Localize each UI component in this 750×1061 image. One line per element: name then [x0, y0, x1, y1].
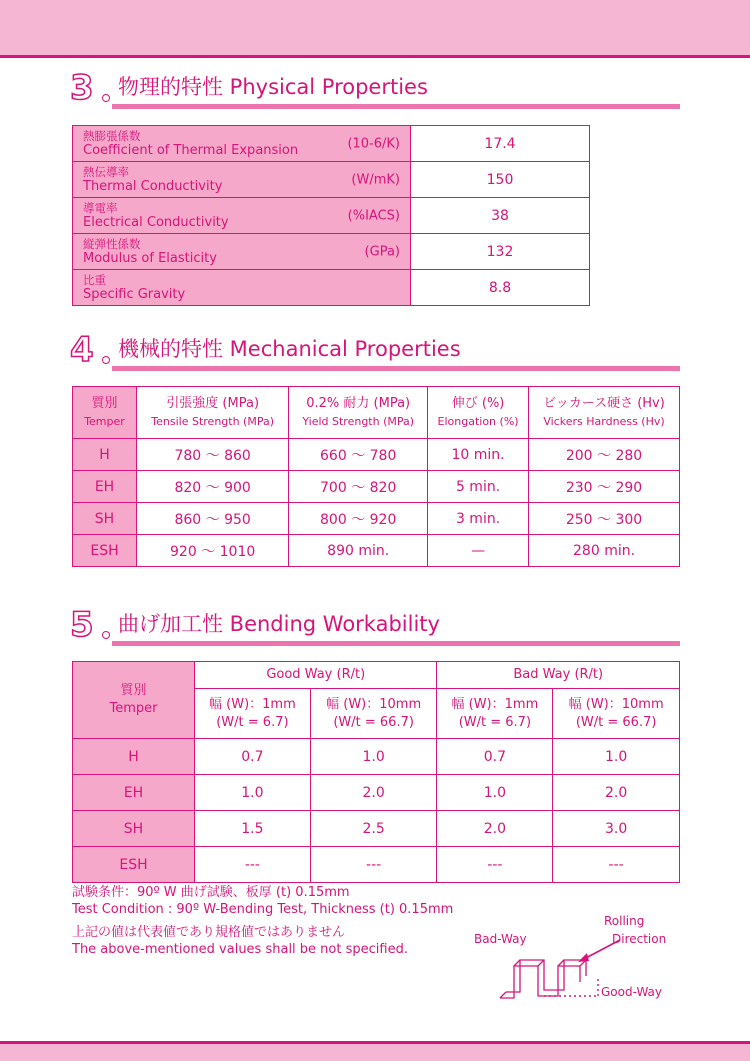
yield-cell: 700 ～ 820	[289, 471, 428, 503]
width-label: 幅 (W)：1mm	[209, 696, 296, 712]
section-dot	[102, 356, 110, 364]
property-name-jp: 熱膨張係数	[83, 128, 141, 143]
table-row	[73, 126, 590, 162]
tensile-cell: 780 ～ 860	[137, 439, 289, 471]
temper-cell: EH	[73, 471, 137, 503]
table-row	[73, 439, 680, 471]
g1-cell: 0.7	[195, 739, 311, 775]
column-header-jp: 0.2% 耐力 (MPa)	[306, 395, 411, 411]
physical-section-header	[70, 68, 680, 108]
top-band	[0, 0, 750, 58]
property-unit: (10-6/K)	[347, 136, 400, 151]
property-unit: (GPa)	[364, 244, 400, 259]
good-way-header: Good Way (R/t)	[195, 662, 437, 689]
table-row	[73, 775, 680, 811]
bottom-band	[0, 1041, 750, 1061]
property-name-jp: 比重	[83, 272, 106, 287]
bad-way-1mm-header	[437, 689, 553, 739]
tensile-cell: 820 ～ 900	[137, 471, 289, 503]
elong-cell: 3 min.	[428, 503, 529, 535]
column-header-jp: 質別	[91, 395, 118, 411]
column-header	[428, 387, 529, 439]
elong-cell: 10 min.	[428, 439, 529, 471]
hardness-cell: 230 ～ 290	[529, 471, 680, 503]
g10-cell: ---	[310, 847, 437, 883]
b10-cell: 1.0	[553, 739, 680, 775]
section-rule	[112, 104, 680, 109]
table-row	[73, 503, 680, 535]
good-way-10mm-header	[310, 689, 437, 739]
column-header-en: Yield Strength (MPa)	[302, 414, 415, 428]
property-label-cell	[73, 198, 411, 234]
ratio-label: (W/t = 66.7)	[333, 714, 414, 730]
temper-cell: H	[73, 439, 137, 471]
column-header-jp: ビッカース硬さ (Hv)	[543, 395, 665, 411]
temper-cell: SH	[73, 503, 137, 535]
yield-cell: 800 ～ 920	[289, 503, 428, 535]
physical-properties-table	[72, 125, 590, 306]
property-unit: (W/mK)	[351, 172, 400, 187]
rolling-label: Rolling	[604, 914, 645, 928]
elong-cell: 5 min.	[428, 471, 529, 503]
bending-workability-table	[72, 661, 680, 883]
direction-label: Direction	[612, 932, 667, 946]
bad-way-10mm-header	[553, 689, 680, 739]
bad-way-header: Bad Way (R/t)	[437, 662, 680, 689]
g1-cell: 1.5	[195, 811, 311, 847]
g10-cell: 2.5	[310, 811, 437, 847]
ratio-label: (W/t = 6.7)	[216, 714, 289, 730]
temper-header-en: Temper	[109, 701, 158, 716]
hardness-cell: 200 ～ 280	[529, 439, 680, 471]
column-header	[289, 387, 428, 439]
table-row	[73, 739, 680, 775]
section-dot	[102, 631, 110, 639]
section-rule	[112, 366, 680, 371]
b1-cell: 2.0	[437, 811, 553, 847]
property-unit: (%IACS)	[347, 208, 400, 223]
property-value: 8.8	[411, 270, 590, 306]
section-number: 5	[70, 605, 94, 645]
table-row	[73, 198, 590, 234]
property-label-cell	[73, 234, 411, 270]
bad-way-label: Bad-Way	[474, 932, 527, 946]
property-name-jp: 導電率	[83, 200, 118, 215]
column-header-en: Vickers Hardness (Hv)	[543, 414, 665, 428]
width-label: 幅 (W)：1mm	[451, 696, 539, 712]
property-name-en: Thermal Conductivity	[83, 178, 223, 194]
temper-header	[73, 662, 195, 739]
section-dot	[102, 94, 110, 102]
bending-direction-diagram	[470, 912, 690, 1007]
temper-cell: H	[73, 739, 195, 775]
b10-cell: ---	[553, 847, 680, 883]
column-header-en: Elongation (%)	[437, 414, 519, 428]
spec-note-en: The above-mentioned values shall be not specified.	[72, 942, 408, 957]
width-label: 幅 (W)：10mm	[326, 696, 422, 712]
property-label-cell	[73, 126, 411, 162]
temper-cell: ESH	[73, 847, 195, 883]
section-title: 曲げ加工性 Bending Workability	[118, 612, 440, 636]
hardness-cell: 250 ～ 300	[529, 503, 680, 535]
test-condition-en: Test Condition : 90º W-Bending Test, Thickness (t) 0.15mm	[72, 902, 454, 917]
test-condition-jp: 試験条件：90º W 曲げ試験、板厚 (t) 0.15mm	[72, 885, 350, 900]
test-notes	[72, 884, 453, 958]
width-label: 幅 (W)：10mm	[568, 696, 664, 712]
property-value: 38	[411, 198, 590, 234]
mechanical-section-header	[70, 330, 680, 370]
column-header-en: Tensile Strength (MPa)	[151, 414, 275, 428]
ratio-label: (W/t = 66.7)	[575, 714, 657, 730]
column-header	[529, 387, 680, 439]
property-label-cell	[73, 270, 411, 306]
section-title: 物理的特性 Physical Properties	[118, 75, 428, 99]
column-header	[137, 387, 289, 439]
section-title: 機械的特性 Mechanical Properties	[118, 337, 461, 361]
column-header-en: Temper	[84, 414, 125, 428]
g1-cell: ---	[195, 847, 311, 883]
bending-section-header	[70, 605, 680, 645]
property-value: 17.4	[411, 126, 590, 162]
section-number: 3	[70, 68, 94, 108]
b1-cell: ---	[437, 847, 553, 883]
b10-cell: 2.0	[553, 775, 680, 811]
b1-cell: 1.0	[437, 775, 553, 811]
property-name-jp: 縦弾性係数	[83, 236, 141, 251]
property-value: 132	[411, 234, 590, 270]
table-row	[73, 471, 680, 503]
b1-cell: 0.7	[437, 739, 553, 775]
tensile-cell: 860 ～ 950	[137, 503, 289, 535]
tensile-cell: 920 ～ 1010	[137, 535, 289, 567]
g10-cell: 1.0	[310, 739, 437, 775]
property-name-en: Modulus of Elasticity	[83, 250, 217, 266]
table-row	[73, 847, 680, 883]
table-row	[73, 162, 590, 198]
g10-cell: 2.0	[310, 775, 437, 811]
table-row	[73, 234, 590, 270]
yield-cell: 660 ～ 780	[289, 439, 428, 471]
property-value: 150	[411, 162, 590, 198]
temper-cell: ESH	[73, 535, 137, 567]
b10-cell: 3.0	[553, 811, 680, 847]
temper-header-jp: 質別	[120, 683, 147, 698]
column-header	[73, 387, 137, 439]
section-number: 4	[70, 330, 94, 370]
property-name-en: Electrical Conductivity	[83, 214, 229, 230]
column-header-jp: 伸び (%)	[451, 395, 505, 411]
table-row	[73, 535, 680, 567]
mechanical-properties-table	[72, 386, 680, 567]
temper-cell: SH	[73, 811, 195, 847]
elong-cell: —	[428, 535, 529, 567]
table-row	[73, 270, 590, 306]
table-row	[73, 811, 680, 847]
yield-cell: 890 min.	[289, 535, 428, 567]
column-header-jp: 引張強度 (MPa)	[166, 395, 260, 411]
property-name-en: Coefficient of Thermal Expansion	[83, 142, 299, 158]
ratio-label: (W/t = 6.7)	[458, 714, 532, 730]
good-way-1mm-header	[195, 689, 311, 739]
property-name-jp: 熱伝導率	[83, 164, 129, 179]
section-rule	[112, 641, 680, 646]
property-label-cell	[73, 162, 411, 198]
spec-note-jp: 上記の値は代表値であり規格値ではありません	[72, 925, 346, 940]
property-name-en: Specific Gravity	[83, 286, 186, 302]
hardness-cell: 280 min.	[529, 535, 680, 567]
g1-cell: 1.0	[195, 775, 311, 811]
temper-cell: EH	[73, 775, 195, 811]
good-way-label: Good-Way	[601, 985, 662, 999]
